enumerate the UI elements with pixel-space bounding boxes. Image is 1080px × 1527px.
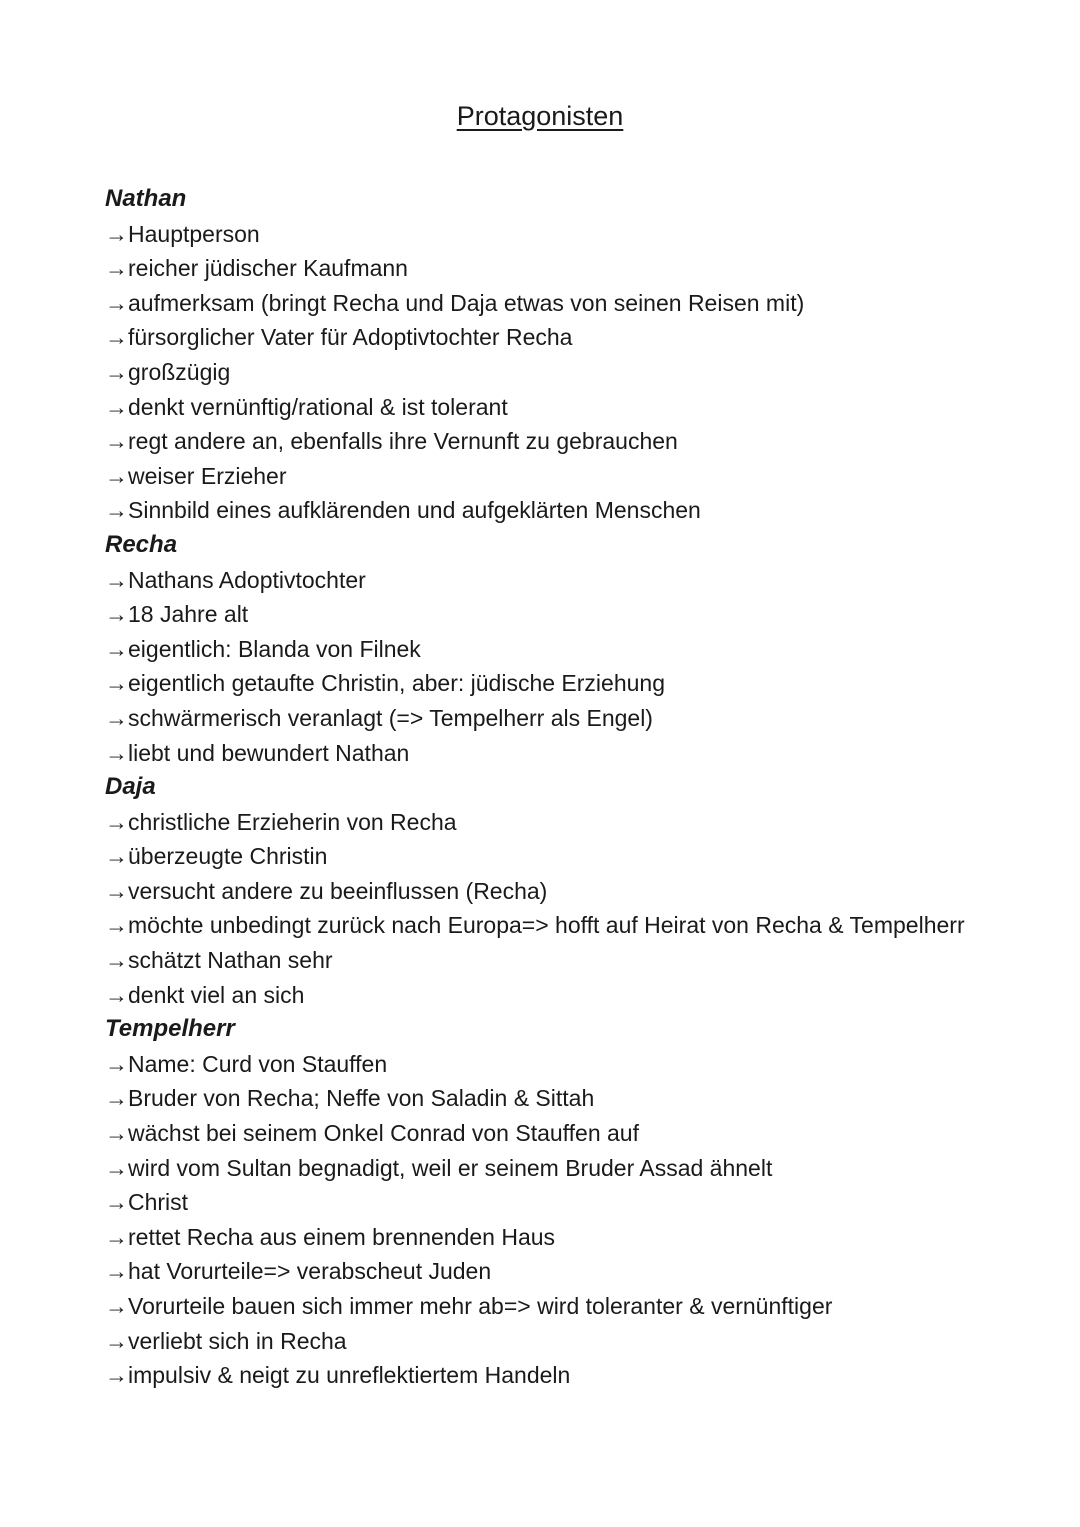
bullet-text: Bruder von Recha; Neffe von Saladin & Sittah [128, 1085, 595, 1112]
bullet-item [105, 1185, 995, 1220]
bullet-text: 18 Jahre alt [128, 601, 249, 628]
bullet-item [105, 874, 995, 909]
bullet-item [105, 943, 995, 978]
bullet-text: fürsorglicher Vater für Adoptivtochter Recha [128, 324, 573, 351]
bullet-text: denkt vernünftig/rational & ist tolerant [128, 393, 508, 420]
arrow-bullet-icon: → [105, 739, 128, 766]
arrow-bullet-icon: → [105, 1154, 128, 1181]
arrow-bullet-icon: → [105, 1327, 128, 1354]
bullet-item [105, 320, 995, 355]
sections-container [105, 182, 995, 1393]
arrow-bullet-icon: → [105, 670, 128, 697]
section-heading-tempelherr: Tempelherr [105, 1015, 235, 1043]
bullet-item [105, 1081, 995, 1116]
arrow-bullet-icon: → [105, 1293, 128, 1319]
bullet-text: eigentlich: Blanda von Filnek [128, 635, 421, 662]
bullet-text: schwärmerisch veranlagt (=> Tempelherr als Engel) [128, 704, 653, 731]
arrow-bullet-icon: → [105, 635, 128, 662]
arrow-bullet-icon: → [105, 981, 128, 1008]
bullet-item [105, 1151, 995, 1186]
arrow-bullet-icon: → [105, 462, 128, 489]
arrow-bullet-icon: → [105, 1085, 128, 1112]
bullet-item [105, 1358, 995, 1393]
bullet-text: großzügig [128, 358, 231, 385]
bullet-item [105, 736, 995, 771]
arrow-bullet-icon: → [105, 601, 128, 628]
arrow-bullet-icon: → [105, 808, 128, 835]
bullet-text: Christ [128, 1189, 189, 1216]
bullet-text: hat Vorurteile=> verabscheut Juden [128, 1258, 492, 1285]
bullet-text: Sinnbild eines aufklärenden und aufgeklärten Menschen [128, 497, 701, 524]
bullet-item [105, 1220, 995, 1255]
bullet-item [105, 1254, 995, 1289]
bullet-text: liebt und bewundert Nathan [128, 739, 410, 766]
bullet-text: reicher jüdischer Kaufmann [128, 255, 408, 282]
bullet-item [105, 978, 995, 1013]
bullet-text: wächst bei seinem Onkel Conrad von Stauffen auf [128, 1120, 639, 1147]
bullet-text: Nathans Adoptivtochter [128, 566, 366, 593]
bullet-item [105, 701, 995, 736]
section-heading-daja: Daja [105, 773, 156, 801]
arrow-bullet-icon: → [105, 566, 128, 593]
bullet-text: rettet Recha aus einem brennenden Haus [128, 1223, 556, 1250]
page-title: Protagonisten [456, 101, 624, 131]
bullet-item [105, 563, 995, 598]
bullet-text: denkt viel an sich [128, 981, 305, 1008]
bullet-item [105, 1289, 995, 1324]
bullet-text: impulsiv & neigt zu unreflektiertem Handeln [128, 1362, 571, 1389]
bullet-text: eigentlich getaufte Christin, aber: jüdische Erziehung [128, 670, 665, 697]
arrow-bullet-icon: → [105, 1258, 128, 1285]
bullet-text: weiser Erzieher [128, 462, 287, 489]
arrow-bullet-icon: → [105, 324, 128, 351]
bullet-text: Name: Curd von Stauffen [128, 1050, 388, 1077]
bullet-item [105, 286, 995, 321]
arrow-bullet-icon: → [105, 912, 128, 939]
bullet-text: überzeugte Christin [128, 843, 328, 870]
bullet-item [105, 217, 995, 252]
bullet-item [105, 839, 995, 874]
arrow-bullet-icon: → [105, 1223, 128, 1250]
arrow-bullet-icon: → [105, 358, 128, 385]
bullet-text: schätzt Nathan sehr [128, 947, 333, 974]
arrow-bullet-icon: → [105, 1189, 128, 1216]
bullet-text: Hauptperson [128, 220, 260, 247]
bullet-text: möchte unbedingt zurück nach Europa=> hofft auf Heirat von Recha & Tempelherr [128, 912, 965, 939]
bullet-text: aufmerksam (bringt Recha und Daja etwas von seinen Reisen mit) [128, 289, 805, 316]
bullet-text: Vorurteile bauen sich immer mehr ab=> wird toleranter & vernünftiger [128, 1293, 833, 1319]
arrow-bullet-icon: → [105, 843, 128, 870]
bullet-item [105, 908, 995, 943]
bullet-item [105, 251, 995, 286]
bullet-item [105, 1047, 995, 1082]
arrow-bullet-icon: → [105, 220, 128, 247]
arrow-bullet-icon: → [105, 877, 128, 904]
bullet-item [105, 424, 995, 459]
bullet-text: christliche Erzieherin von Recha [128, 808, 457, 835]
arrow-bullet-icon: → [105, 1120, 128, 1147]
bullet-text: regt andere an, ebenfalls ihre Vernunft zu gebrauchen [128, 428, 678, 455]
arrow-bullet-icon: → [105, 947, 128, 974]
bullet-item [105, 666, 995, 701]
section-heading-nathan: Nathan [105, 185, 187, 212]
bullet-item [105, 493, 995, 528]
arrow-bullet-icon: → [105, 1050, 128, 1077]
bullet-text: verliebt sich in Recha [128, 1327, 347, 1354]
bullet-text: wird vom Sultan begnadigt, weil er seinem Bruder Assad ähnelt [128, 1154, 773, 1181]
bullet-item [105, 390, 995, 425]
bullet-item [105, 1116, 995, 1151]
bullet-item [105, 1324, 995, 1359]
section-heading-recha: Recha [105, 530, 178, 558]
arrow-bullet-icon: → [105, 393, 128, 420]
arrow-bullet-icon: → [105, 704, 128, 731]
bullet-item [105, 459, 995, 494]
bullet-item [105, 597, 995, 632]
arrow-bullet-icon: → [105, 255, 128, 282]
bullet-item [105, 632, 995, 667]
bullet-item [105, 355, 995, 390]
arrow-bullet-icon: → [105, 1362, 128, 1389]
arrow-bullet-icon: → [105, 289, 128, 316]
bullet-item [105, 805, 995, 840]
arrow-bullet-icon: → [105, 497, 128, 524]
bullet-text: versucht andere zu beeinflussen (Recha) [128, 877, 548, 904]
arrow-bullet-icon: → [105, 428, 128, 455]
